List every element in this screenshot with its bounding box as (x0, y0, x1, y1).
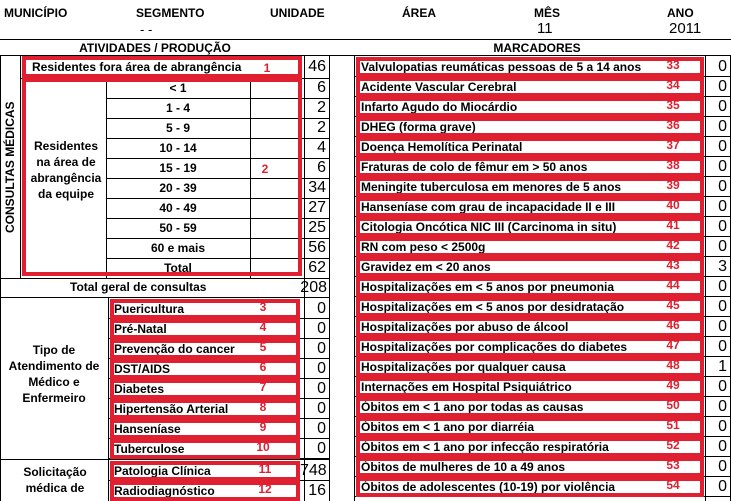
row-divider (354, 396, 731, 397)
row-divider (354, 476, 731, 477)
annotation-number: 53 (666, 458, 680, 472)
marcador-value[interactable]: 3 (718, 258, 727, 275)
marcador-value[interactable]: 0 (718, 98, 727, 115)
marcador-label: Valvulopatias reumáticas pessoas de 5 a 14 anos (361, 60, 642, 74)
annotation-number: 39 (666, 178, 680, 192)
marcador-label: DHEG (forma grave) (361, 120, 476, 134)
age-row-value[interactable]: 4 (317, 139, 326, 156)
municipio-label: MUNICÍPIO (4, 6, 68, 20)
marcador-label: Óbitos em < 1 ano por diarréia (361, 420, 535, 434)
annotation-number: 12 (258, 482, 272, 496)
tipo-row-value[interactable]: 0 (317, 420, 326, 437)
age-row-value[interactable]: 27 (308, 199, 326, 216)
tipo-row-label: Hanseníase (114, 422, 181, 436)
sol-row-label: Radiodiagnóstico (114, 484, 215, 498)
row-divider (354, 116, 731, 117)
tipo-row-label: Puericultura (114, 302, 185, 316)
marcador-value[interactable]: 0 (718, 438, 727, 455)
age-row-label: 15 - 19 (159, 161, 197, 175)
annotation-number: 4 (259, 320, 267, 334)
row-divider (354, 376, 731, 377)
row-divider (354, 356, 731, 357)
annotation-number: 46 (666, 318, 680, 332)
marcador-label: Fraturas de colo de fêmur em > 50 anos (361, 160, 588, 174)
marcador-label: Óbitos de mulheres de 10 a 49 anos (361, 460, 566, 474)
row-divider (106, 118, 330, 119)
row-divider (106, 238, 330, 239)
row-divider (354, 416, 731, 417)
annotation-number: 7 (259, 380, 267, 394)
annotation-number: 40 (666, 198, 680, 212)
annotation-number: 38 (666, 158, 680, 172)
annotation-number: 45 (666, 298, 680, 312)
age-row-label: 10 - 14 (159, 141, 197, 155)
tipo-row-value[interactable]: 0 (317, 340, 326, 357)
row-divider (354, 496, 731, 497)
annotation-number: 50 (666, 398, 680, 412)
row-divider (354, 336, 731, 337)
marcador-value[interactable]: 0 (718, 398, 727, 415)
total-geral-label: Total geral de consultas (70, 280, 207, 294)
annotation-number: 36 (666, 118, 680, 132)
marcador-value[interactable]: 1 (718, 358, 727, 375)
tipo-row-value[interactable]: 0 (317, 320, 326, 337)
right-section-title: MARCADORES (493, 41, 581, 55)
marcador-label: Hospitalizações por qualquer causa (361, 360, 566, 374)
marcador-label: Hospitalizações por complicações do diabetes (361, 340, 628, 354)
age-row-label: 60 e mais (150, 241, 206, 255)
tipo-row-value[interactable]: 0 (317, 300, 326, 317)
tipo-row-label: Tuberculose (114, 442, 185, 456)
row-divider (354, 296, 731, 297)
annotation-number: 43 (666, 258, 680, 272)
marcador-value[interactable]: 0 (718, 118, 727, 135)
age-row-value[interactable]: 34 (308, 179, 326, 196)
marcador-label: Óbitos em < 1 ano por infecção respiratória (361, 440, 609, 454)
annotation-number: 48 (666, 358, 680, 372)
annotation-number: 54 (666, 478, 680, 492)
row-divider (106, 258, 330, 259)
row-divider (354, 216, 731, 217)
sol-row-value[interactable]: 16 (308, 482, 326, 499)
tipo-row-label: Prevenção do cancer (114, 342, 235, 356)
age-row-label: Total (164, 261, 192, 275)
segmento-value: - - (140, 22, 153, 37)
row-divider (108, 418, 330, 419)
unidade-label: UNIDADE (270, 6, 325, 20)
marcador-value[interactable]: 0 (718, 418, 727, 435)
row-divider (354, 196, 731, 197)
marcador-label: Óbitos de adolescentes (10-19) por violência (361, 480, 616, 494)
annotation-number: 41 (666, 218, 680, 232)
age-row-label: < 1 (169, 81, 187, 95)
row-divider (106, 98, 330, 99)
row-divider (106, 158, 330, 159)
marcador-value[interactable]: 0 (718, 378, 727, 395)
ano-label: ANO (667, 6, 694, 20)
row-divider (106, 218, 330, 219)
mes-label: MÊS (534, 6, 561, 20)
marcador-label: Citologia Oncótica NIC III (Carcinoma in situ) (361, 220, 617, 234)
annotation-number: 47 (666, 338, 680, 352)
annotation-number: 44 (666, 278, 680, 292)
solicitacao-label: Solicitação médica de (23, 465, 87, 495)
marcador-value[interactable]: 0 (718, 178, 727, 195)
row-divider (354, 456, 731, 457)
sol-row-value[interactable]: 748 (300, 462, 327, 479)
tipo-row-value[interactable]: 0 (317, 380, 326, 397)
marcador-label: Doença Hemolítica Perinatal (361, 140, 523, 154)
annotation-number: 8 (259, 400, 267, 414)
age-row-value[interactable]: 25 (308, 219, 326, 236)
marcador-label: Meningite tuberculosa em menores de 5 anos (361, 180, 622, 194)
annotation-number: 34 (666, 78, 680, 92)
tipo-atendimento-label: Tipo de Atendimento de Médico e Enfermeiro (8, 343, 100, 405)
marcador-value[interactable]: 0 (718, 238, 727, 255)
annotation-number: 33 (666, 58, 680, 72)
annotation-number: 42 (666, 238, 680, 252)
row-divider (354, 276, 731, 277)
marcador-label: Gravidez em < 20 anos (361, 260, 491, 274)
row-divider (354, 436, 731, 437)
row-divider (354, 156, 731, 157)
marcador-label: Internações em Hospital Psiquiátrico (361, 380, 572, 394)
total-geral-value[interactable]: 208 (300, 279, 327, 296)
annotation-number: 3 (259, 300, 267, 314)
marcador-value[interactable]: 0 (718, 458, 727, 475)
annotation-number: 52 (666, 438, 680, 452)
row-divider (106, 138, 330, 139)
fora-area-value[interactable]: 46 (308, 58, 326, 75)
row-divider (354, 76, 731, 77)
row-divider (354, 236, 731, 237)
marcador-value[interactable]: 0 (718, 158, 727, 175)
annotation-number: 51 (666, 418, 680, 432)
age-row-value[interactable]: 56 (308, 239, 326, 256)
ano-value[interactable]: 2011 (669, 20, 702, 37)
row-divider (108, 378, 330, 379)
marcador-value[interactable]: 0 (718, 218, 727, 235)
segmento-label: SEGMENTO (136, 6, 205, 20)
annotation-number: 37 (666, 138, 680, 152)
fora-area-label: Residentes fora área de abrangência (32, 60, 242, 74)
annotation-number: 9 (259, 420, 267, 434)
tipo-row-value[interactable]: 0 (317, 360, 326, 377)
row-divider (108, 358, 330, 359)
tipo-row-label: DST/AIDS (114, 362, 171, 376)
marcador-value[interactable]: 0 (718, 278, 727, 295)
marcador-value[interactable]: 0 (718, 298, 727, 315)
left-section-title: ATIVIDADES / PRODUÇÃO (79, 41, 231, 55)
age-row-value[interactable]: 2 (317, 119, 326, 136)
tipo-row-label: Diabetes (114, 382, 165, 396)
row-divider (106, 178, 330, 179)
age-row-value[interactable]: 6 (317, 79, 326, 96)
annotation-number: 49 (666, 378, 680, 392)
marcador-value[interactable]: 0 (718, 78, 727, 95)
row-divider (354, 176, 731, 177)
sol-row-label: Patologia Clínica (114, 464, 211, 478)
marcador-label: Óbitos em < 1 ano por todas as causas (361, 400, 584, 414)
age-row-label: 50 - 59 (159, 221, 197, 235)
row-divider (108, 318, 330, 319)
consultas-medicas-label: CONSULTAS MÉDICAS (3, 101, 17, 233)
age-row-label: 5 - 9 (165, 121, 190, 135)
annotation-number: 6 (259, 360, 267, 374)
age-row-label: 1 - 4 (165, 101, 190, 115)
row-divider (106, 198, 330, 199)
row-divider (354, 96, 731, 97)
mes-value[interactable]: 11 (537, 20, 553, 37)
row-divider (108, 480, 330, 481)
marcador-label: Hospitalizações em < 5 anos por desidratação (361, 300, 625, 314)
tipo-row-value[interactable]: 0 (317, 400, 326, 417)
age-row-label: 40 - 49 (159, 201, 197, 215)
annotation-number: 2 (261, 162, 269, 176)
annotation-number: 11 (258, 462, 272, 476)
tipo-row-label: Hipertensão Arterial (114, 402, 229, 416)
marcador-label: Hospitalizações em < 5 anos por pneumonia (361, 280, 615, 294)
row-divider (108, 398, 330, 399)
annotation-number: 1 (263, 61, 271, 75)
annotation-number: 10 (256, 440, 270, 454)
marcador-value[interactable]: 0 (718, 318, 727, 335)
row-divider (354, 316, 731, 317)
row-divider (108, 438, 330, 439)
tipo-row-value[interactable]: 0 (317, 440, 326, 457)
marcador-value[interactable]: 0 (718, 198, 727, 215)
row-divider (108, 338, 330, 339)
age-row-value[interactable]: 62 (308, 259, 326, 276)
annotation-number: 35 (666, 98, 680, 112)
row-divider (354, 136, 731, 137)
na-area-label: Residentes na área de abrangência da equipe (30, 139, 102, 201)
marcador-label: Hospitalizações por abuso de álcool (361, 320, 569, 334)
age-row-value[interactable]: 6 (317, 159, 326, 176)
age-row-value[interactable]: 2 (317, 99, 326, 116)
area-label: ÁREA (402, 6, 437, 20)
marcador-label: RN com peso < 2500g (361, 240, 486, 254)
row-divider (354, 256, 731, 257)
marcador-value[interactable]: 0 (718, 478, 727, 495)
marcador-value[interactable]: 0 (718, 338, 727, 355)
marcador-label: Infarto Agudo do Miocárdio (361, 100, 518, 114)
age-row-label: 20 - 39 (159, 181, 197, 195)
marcador-label: Hanseníase com grau de incapacidade II e III (361, 200, 616, 214)
marcador-value[interactable]: 0 (718, 58, 727, 75)
marcador-label: Acidente Vascular Cerebral (361, 80, 517, 94)
tipo-row-label: Pré-Natal (114, 322, 167, 336)
annotation-number: 5 (259, 340, 267, 354)
marcador-value[interactable]: 0 (718, 138, 727, 155)
